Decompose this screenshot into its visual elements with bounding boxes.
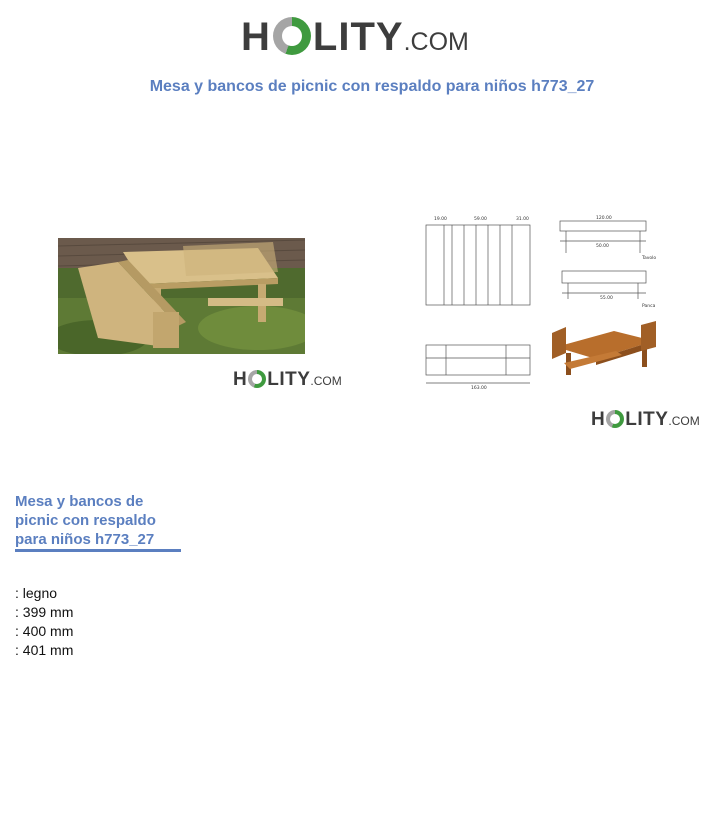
dim-label: Tavolo [642,256,657,261]
dim-label: 120.00 [596,216,612,221]
product-photo[interactable] [58,238,305,354]
dim-label: 19.00 [434,217,447,222]
dim-label: Panca [642,304,656,309]
spec-material: : legno [15,585,58,601]
dim-label: 31.00 [516,217,529,222]
page-title: Mesa y bancos de picnic con respaldo para niños h773_27 [149,78,595,95]
holity-watermark [233,367,342,392]
holity-logo[interactable] [241,12,469,61]
technical-drawing[interactable] [416,213,661,390]
logo-suffix: LITY [267,369,311,390]
spec-dimension-1: : 399 mm [15,604,74,620]
dim-label: 163.00 [471,386,487,390]
logo-domain: .COM [310,374,342,388]
logo-ring-icon [606,410,624,428]
logo-ring-icon [248,370,266,388]
spec-dimension-2: : 400 mm [15,623,74,639]
holity-watermark [591,407,700,432]
logo-domain: .COM [668,414,700,428]
dim-label: 59.00 [474,217,487,222]
logo-domain: .COM [403,28,469,56]
logo-suffix: LITY [312,15,404,59]
dim-label: 55.00 [600,296,613,301]
logo-prefix: H [233,369,248,390]
product-name-heading: Mesa y bancos de picnic con respaldo para niños h773_27 [15,492,181,552]
logo-prefix: H [591,409,606,430]
spec-list [15,584,73,660]
dim-label: 50.00 [596,244,609,249]
logo-prefix: H [241,15,271,59]
logo-suffix: LITY [625,409,669,430]
spec-dimension-3: : 401 mm [15,642,74,658]
logo-ring-icon [273,17,311,55]
